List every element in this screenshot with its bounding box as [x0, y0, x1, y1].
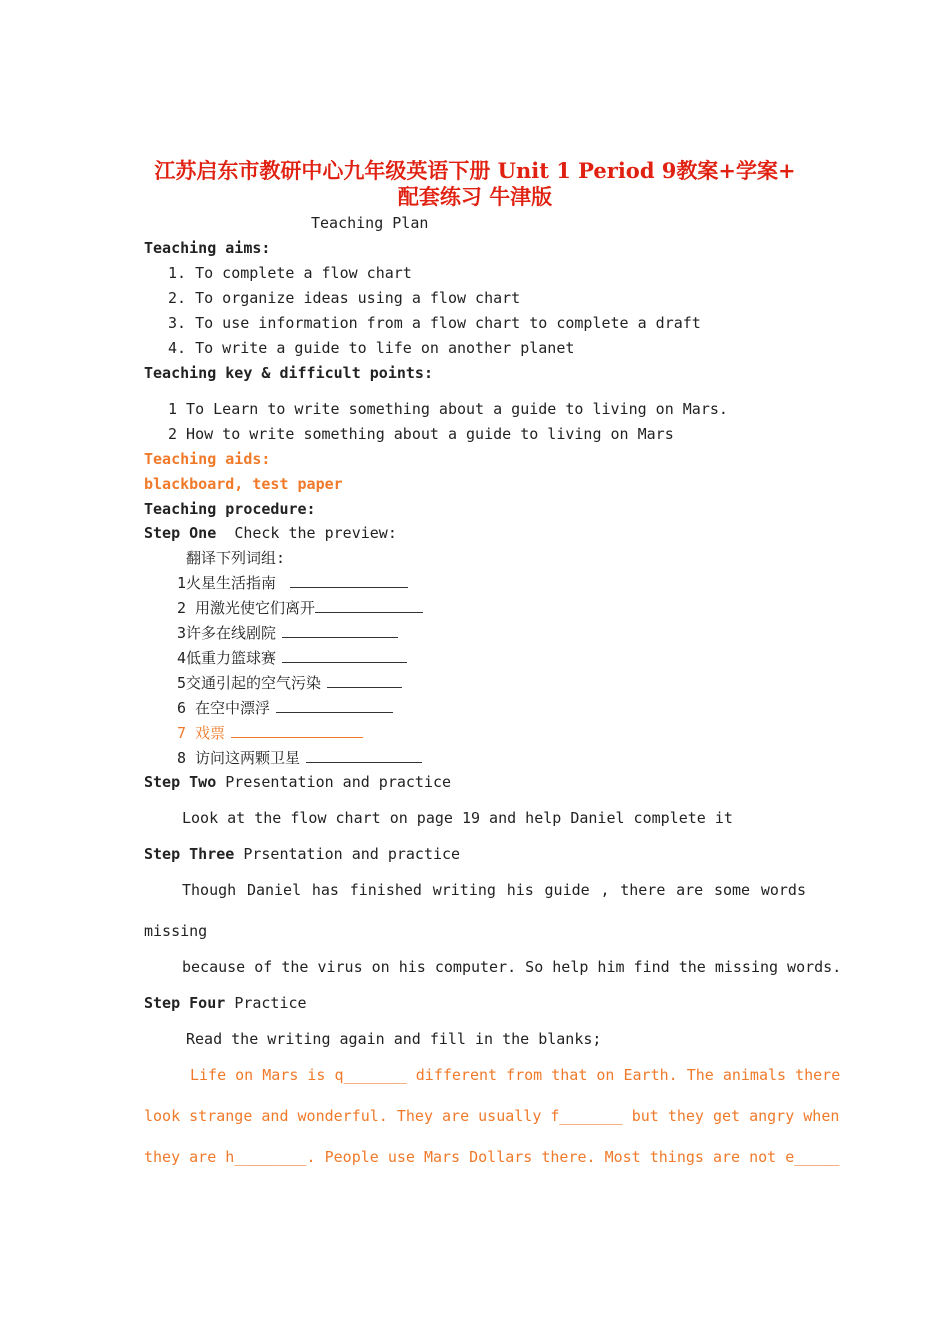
word: is: [307, 1066, 326, 1084]
step-three-line-1: [182, 880, 806, 900]
phrase-item: [177, 648, 407, 668]
word: when: [803, 1107, 840, 1125]
word: animals: [722, 1066, 787, 1084]
word: and: [261, 1107, 289, 1125]
word: are: [676, 881, 704, 899]
word: his: [506, 881, 534, 899]
word: not: [749, 1148, 777, 1166]
step-one: [144, 523, 397, 543]
word: Earth.: [623, 1066, 678, 1084]
word: usually: [478, 1107, 542, 1125]
translate-instruction: 翻译下列词组:: [186, 549, 286, 567]
word: different: [415, 1066, 498, 1084]
step-text: Prsentation and practice: [243, 845, 461, 863]
title-line-2: 配套练习 牛津版: [397, 184, 553, 209]
fill-blank[interactable]: e_____: [785, 1148, 840, 1166]
step-three: [144, 844, 460, 864]
procedure-heading: Teaching procedure:: [144, 500, 316, 518]
answer-blank[interactable]: [282, 623, 398, 638]
step-four: [144, 993, 307, 1013]
word: They: [396, 1107, 433, 1125]
word: Life: [190, 1066, 227, 1084]
word: from: [506, 1066, 543, 1084]
word: look: [144, 1107, 181, 1125]
word: are: [189, 1148, 217, 1166]
phrase-item: [177, 748, 422, 768]
word: writing: [432, 881, 496, 899]
aim-item: 4. To write a guide to life on another planet: [168, 339, 575, 357]
phrase-item: [177, 573, 408, 593]
step-text: Presentation and practice: [225, 773, 452, 791]
word: that: [551, 1066, 588, 1084]
passage-line-3: [144, 1147, 840, 1167]
word: there.: [541, 1148, 596, 1166]
word: are: [712, 1148, 741, 1166]
word: Dollars: [469, 1148, 533, 1166]
title-line-1: 江苏启东市教研中心九年级英语下册 Unit 1 Period 9教案+学案+: [154, 158, 796, 183]
aims-heading: Teaching aims:: [144, 239, 271, 257]
word: get: [712, 1107, 741, 1125]
phrase-item: [177, 673, 402, 693]
word: there: [795, 1066, 841, 1084]
step-two-body: Look at the flow chart on page 19 and help Daniel complete it: [182, 809, 733, 827]
word: there: [620, 881, 666, 899]
word: words: [760, 881, 806, 899]
word: People: [324, 1148, 379, 1166]
word: are: [442, 1107, 470, 1125]
word: wonderful.: [297, 1107, 388, 1125]
word: they: [144, 1148, 181, 1166]
phrase-item: [177, 723, 363, 743]
phrase-text: 4低重力篮球赛: [177, 649, 277, 667]
word: but: [631, 1107, 659, 1125]
phrase-text: 2 用激光使它们离开: [177, 599, 316, 617]
phrase-text: 8 访问这两颗卫星: [177, 749, 301, 767]
step-three-line-2: missing: [144, 922, 208, 940]
word: Daniel: [246, 881, 302, 899]
word: on: [596, 1066, 615, 1084]
answer-blank[interactable]: [315, 598, 423, 613]
answer-blank[interactable]: [282, 648, 407, 663]
word: Most: [604, 1148, 641, 1166]
word: Mars: [423, 1148, 461, 1166]
fill-blank[interactable]: h________.: [225, 1148, 316, 1166]
answer-blank[interactable]: [306, 748, 422, 763]
aids-heading: Teaching aids:: [144, 450, 271, 468]
word: guide: [544, 881, 590, 899]
answer-blank[interactable]: [327, 673, 402, 688]
word: Mars: [262, 1066, 299, 1084]
key-points-heading: Teaching key & difficult points:: [144, 364, 433, 382]
word: use: [387, 1148, 415, 1166]
step-two: [144, 772, 451, 792]
phrase-text: 1火星生活指南: [177, 574, 277, 592]
word: has: [311, 881, 339, 899]
step-text: Practice: [234, 994, 307, 1012]
subtitle: Teaching Plan: [311, 214, 429, 232]
aim-item: 1. To complete a flow chart: [168, 264, 412, 282]
phrase-text: 7 戏票: [177, 724, 226, 742]
answer-blank[interactable]: [231, 723, 363, 738]
word: strange: [189, 1107, 253, 1125]
aim-item: 3. To use information from a flow chart to complete a draft: [168, 314, 701, 332]
word: angry: [749, 1107, 795, 1125]
word: some: [713, 881, 751, 899]
phrase-text: 3许多在线剧院: [177, 624, 277, 642]
word: ,: [600, 881, 610, 899]
fill-blank[interactable]: f_______: [550, 1107, 623, 1125]
step-label: Step Two: [144, 773, 217, 791]
phrase-item: [177, 698, 393, 718]
step-label: Step Four: [144, 994, 226, 1012]
step-text: Check the preview:: [234, 524, 397, 542]
document-title: [120, 158, 830, 210]
step-three-line-3: because of the virus on his computer. So help him find the missing words.: [182, 958, 842, 976]
fill-blank[interactable]: q_______: [334, 1066, 407, 1084]
aids-content: blackboard, test paper: [144, 475, 343, 493]
phrase-item: [177, 598, 423, 618]
word: on: [235, 1066, 254, 1084]
passage-line-2: [144, 1106, 840, 1126]
word: they: [667, 1107, 704, 1125]
word: Though: [182, 881, 237, 899]
answer-blank[interactable]: [290, 573, 408, 588]
step-label: Step One: [144, 524, 217, 542]
phrase-text: 6 在空中漂浮: [177, 699, 271, 717]
key-point-item: 1 To Learn to write something about a guide to living on Mars.: [168, 400, 728, 418]
word: finished: [349, 881, 422, 899]
word: The: [686, 1066, 714, 1084]
phrase-text: 5交通引起的空气污染: [177, 674, 322, 692]
step-label: Step Three: [144, 845, 235, 863]
key-point-item: 2 How to write something about a guide to living on Mars: [168, 425, 674, 443]
answer-blank[interactable]: [276, 698, 393, 713]
step-four-instruction: Read the writing again and fill in the blanks;: [186, 1030, 602, 1048]
phrase-item: [177, 623, 398, 643]
aim-item: 2. To organize ideas using a flow chart: [168, 289, 521, 307]
passage-line-1: [190, 1065, 841, 1085]
word: things: [649, 1148, 704, 1166]
